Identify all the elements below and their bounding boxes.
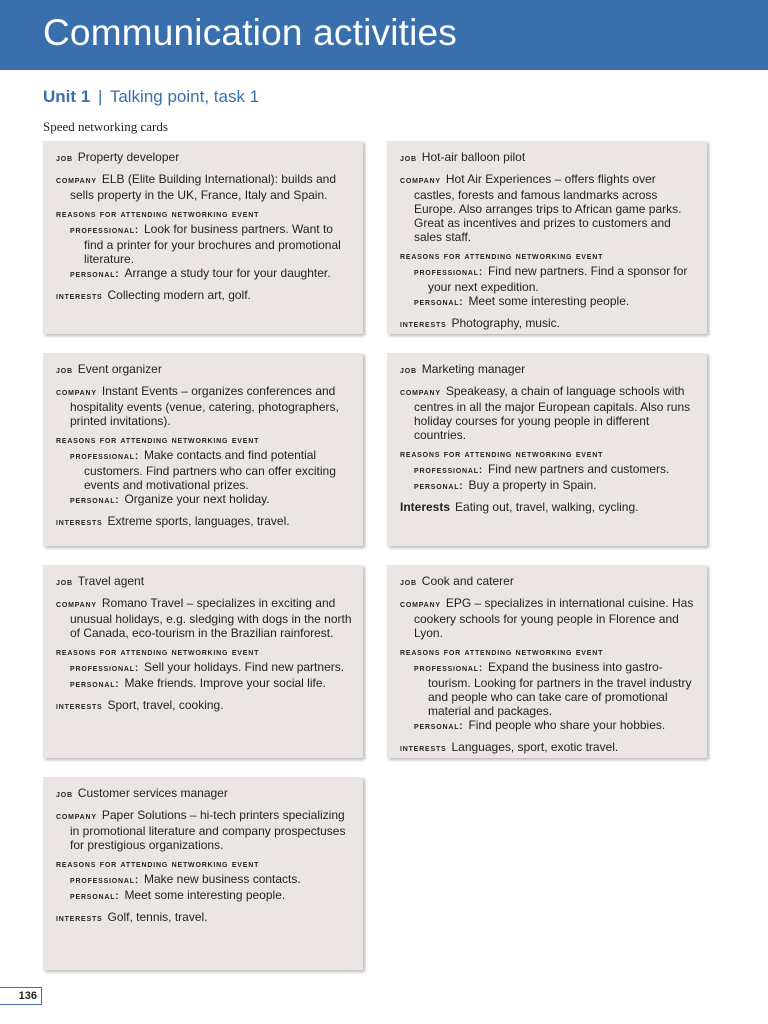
interests-label: interests: [56, 517, 103, 528]
professional-label: professional:: [70, 225, 139, 236]
professional-value: Look for business partners. Want to find a printer for your brochures and promotional literature.: [84, 222, 341, 266]
card-personal: [400, 294, 697, 310]
page-number: 136: [0, 987, 42, 1005]
reasons-label: reasons for attending networking event: [56, 435, 260, 446]
card-company: [56, 172, 353, 202]
reasons-label: reasons for attending networking event: [56, 647, 260, 658]
personal-label: personal:: [414, 481, 464, 492]
company-value: Hot Air Experiences – offers flights over castles, forests and famous landmarks across Europe. Also arranges trips to African game parks. Great as incentives and prizes to customers and sales staff.: [414, 172, 682, 244]
card-professional: [56, 872, 353, 888]
card-interests: [400, 740, 697, 756]
interests-value: Extreme sports, languages, travel.: [107, 514, 290, 528]
networking-card-travel-agent: [43, 565, 363, 758]
personal-label: personal:: [414, 297, 464, 308]
card-personal: [400, 718, 697, 734]
job-value: Hot-air balloon pilot: [421, 150, 526, 164]
card-professional: [400, 462, 697, 478]
card-company: [400, 172, 697, 244]
job-value: Marketing manager: [421, 362, 526, 376]
header-band: [0, 0, 768, 70]
personal-label: personal:: [70, 891, 120, 902]
company-value: ELB (Elite Building International): builds and sells property in the UK, France, Italy and Spain.: [70, 172, 337, 202]
company-label: company: [56, 175, 97, 186]
interests-value: Photography, music.: [451, 316, 560, 330]
professional-label: professional:: [414, 465, 483, 476]
card-interests: [56, 910, 353, 926]
reasons-label: reasons for attending networking event: [400, 251, 604, 262]
job-label: job: [56, 789, 73, 800]
card-professional: [400, 660, 697, 718]
professional-value: Sell your holidays. Find new partners.: [143, 660, 345, 674]
professional-label: professional:: [70, 663, 139, 674]
company-label: company: [400, 599, 441, 610]
networking-card-hot-air-balloon-pilot: [387, 141, 707, 334]
card-job: [56, 786, 353, 802]
card-interests: [56, 514, 353, 530]
networking-card-customer-services-manager: [43, 777, 363, 970]
personal-value: Organize your next holiday.: [124, 492, 270, 506]
personal-label: personal:: [70, 495, 120, 506]
networking-card-property-developer: [43, 141, 363, 334]
card-reasons: [400, 646, 697, 734]
company-label: company: [400, 175, 441, 186]
card-reasons: [56, 858, 353, 904]
interests-label: interests: [400, 319, 447, 330]
company-label: company: [56, 811, 97, 822]
company-value: Speakeasy, a chain of language schools with centres in all the major European capitals. Also runs holiday courses for young people in different countries.: [414, 384, 691, 442]
card-professional: [56, 448, 353, 492]
company-label: company: [56, 599, 97, 610]
professional-label: professional:: [414, 267, 483, 278]
personal-value: Meet some interesting people.: [124, 888, 286, 902]
job-value: Customer services manager: [77, 786, 228, 800]
company-value: Romano Travel – specializes in exciting and unusual holidays, e.g. sledging with dogs in the north of Canada, eco-tourism in the Brazilian rainforest.: [70, 596, 352, 640]
reasons-label: reasons for attending networking event: [400, 647, 604, 658]
professional-value: Expand the business into gastro-tourism. Looking for partners in the travel industry and people who can take care of promotional material and packages.: [428, 660, 692, 718]
section-title: Speed networking cards: [43, 119, 168, 134]
personal-value: Find people who share your hobbies.: [468, 718, 666, 732]
card-job: [56, 150, 353, 166]
professional-value: Find new partners and customers.: [487, 462, 670, 476]
unit-heading: [43, 87, 259, 107]
card-reasons: [400, 250, 697, 310]
interests-label: interests: [56, 701, 103, 712]
job-label: job: [400, 577, 417, 588]
professional-value: Make new business contacts.: [143, 872, 301, 886]
interests-value: Golf, tennis, travel.: [107, 910, 208, 924]
interests-label: Interests: [400, 500, 451, 514]
job-label: job: [56, 365, 73, 376]
card-job: [400, 362, 697, 378]
personal-label: personal:: [70, 679, 120, 690]
company-label: company: [56, 387, 97, 398]
card-job: [56, 362, 353, 378]
card-professional: [56, 222, 353, 266]
networking-card-event-organizer: [43, 353, 363, 546]
personal-value: Make friends. Improve your social life.: [124, 676, 326, 690]
card-professional: [400, 264, 697, 294]
personal-value: Buy a property in Spain.: [468, 478, 597, 492]
job-label: job: [56, 153, 73, 164]
professional-label: professional:: [414, 663, 483, 674]
networking-card-marketing-manager: [387, 353, 707, 546]
card-job: [400, 574, 697, 590]
card-professional: [56, 660, 353, 676]
reasons-label: reasons for attending networking event: [56, 859, 260, 870]
job-label: job: [400, 365, 417, 376]
page-title: Communication activities: [43, 12, 458, 53]
company-value: Instant Events – organizes conferences and hospitality events (venue, catering, photographers, printed invitations).: [70, 384, 339, 428]
interests-value: Sport, travel, cooking.: [107, 698, 224, 712]
card-interests: [400, 500, 697, 514]
interests-label: interests: [56, 291, 103, 302]
company-value: EPG – specializes in international cuisine. Has cookery schools for young people in Florence and Lyon.: [414, 596, 694, 640]
job-label: job: [56, 577, 73, 588]
job-value: Event organizer: [77, 362, 162, 376]
personal-value: Meet some interesting people.: [468, 294, 630, 308]
unit-divider: |: [97, 87, 103, 106]
interests-label: interests: [400, 743, 447, 754]
interests-label: interests: [56, 913, 103, 924]
interests-value: Languages, sport, exotic travel.: [451, 740, 619, 754]
card-personal: [56, 888, 353, 904]
card-company: [400, 596, 697, 640]
card-job: [56, 574, 353, 590]
personal-label: personal:: [70, 269, 120, 280]
networking-card-cook-and-caterer: [387, 565, 707, 758]
unit-label: Unit 1: [43, 87, 91, 106]
personal-value: Arrange a study tour for your daughter.: [124, 266, 331, 280]
reasons-label: reasons for attending networking event: [400, 449, 604, 460]
job-value: Cook and caterer: [421, 574, 514, 588]
company-value: Paper Solutions – hi-tech printers specializing in promotional literature and company prospectuses for prestigious organizations.: [70, 808, 346, 852]
card-company: [56, 808, 353, 852]
card-personal: [56, 266, 353, 282]
interests-value: Eating out, travel, walking, cycling.: [455, 500, 639, 514]
card-reasons: [56, 646, 353, 692]
card-company: [56, 384, 353, 428]
card-company: [56, 596, 353, 640]
job-label: job: [400, 153, 417, 164]
reasons-label: reasons for attending networking event: [56, 209, 260, 220]
job-value: Property developer: [77, 150, 180, 164]
personal-label: personal:: [414, 721, 464, 732]
professional-label: professional:: [70, 451, 139, 462]
card-interests: [56, 698, 353, 714]
professional-value: Find new partners. Find a sponsor for your next expedition.: [428, 264, 688, 294]
card-personal: [56, 492, 353, 508]
job-value: Travel agent: [77, 574, 145, 588]
card-reasons: [400, 448, 697, 494]
card-interests: [400, 316, 697, 332]
card-interests: [56, 288, 353, 304]
interests-value: Collecting modern art, golf.: [107, 288, 251, 302]
card-personal: [56, 676, 353, 692]
card-company: [400, 384, 697, 442]
professional-value: Make contacts and find potential customers. Find partners who can offer exciting events and motivational prizes.: [84, 448, 336, 492]
card-personal: [400, 478, 697, 494]
company-label: company: [400, 387, 441, 398]
card-reasons: [56, 208, 353, 282]
card-reasons: [56, 434, 353, 508]
card-job: [400, 150, 697, 166]
unit-subtitle: Talking point, task 1: [109, 87, 260, 106]
professional-label: professional:: [70, 875, 139, 886]
